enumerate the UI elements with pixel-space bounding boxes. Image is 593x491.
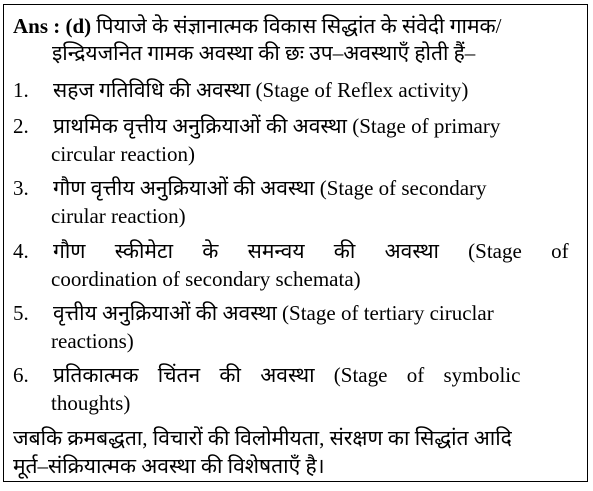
answer-label: Ans : (d) — [13, 14, 92, 38]
list-item-text: गौण वृत्तीय अनुक्रियाओं की अवस्था (Stage of secondary — [53, 176, 487, 200]
list-item-text: coordination of secondary schemata) — [51, 267, 361, 291]
list-item-number: 1. — [13, 78, 29, 102]
answer-box — [3, 4, 588, 482]
conclusion-line-2 — [13, 451, 579, 481]
list-item-number: 6. — [13, 363, 29, 387]
list-item — [13, 298, 579, 328]
list-item-continuation — [51, 201, 579, 231]
list-item-text: reactions) — [51, 329, 134, 353]
answer-intro-text-1: पियाजे के संज्ञानात्मक विकास सिद्धांत के संवेदी गामक/ — [96, 14, 502, 38]
list-item — [13, 75, 579, 105]
list-item-text: cirular reaction) — [51, 204, 186, 228]
list-item-continuation — [51, 326, 579, 356]
list-item-text: गौण स्कीमेटा के समन्वय की अवस्था (Stage of — [53, 239, 569, 263]
list-item-continuation — [51, 264, 579, 294]
conclusion-text-1: जबकि क्रमबद्धता, विचारों की विलोमीयता, संरक्षण का सिद्धांत आदि — [13, 426, 512, 450]
list-item — [13, 236, 579, 266]
list-item — [13, 360, 579, 390]
list-item-continuation — [51, 388, 579, 418]
answer-intro-line-2 — [52, 38, 579, 68]
list-item-number: 4. — [13, 239, 29, 263]
list-item-text: सहज गतिविधि की अवस्था (Stage of Reflex activity) — [53, 78, 469, 102]
list-item — [13, 173, 579, 203]
list-item-number: 3. — [13, 176, 29, 200]
list-item-number: 2. — [13, 114, 29, 138]
answer-intro-text-2: इन्द्रियजनित गामक अवस्था की छः उप–अवस्थाएँ होती हैं– — [52, 41, 476, 65]
list-item — [13, 111, 579, 141]
list-item-number: 5. — [13, 301, 29, 325]
list-item-text: thoughts) — [51, 391, 131, 415]
list-item-text: circular reaction) — [51, 142, 195, 166]
conclusion-line-1 — [13, 423, 579, 453]
list-item-text: वृत्तीय अनुक्रियाओं की अवस्था (Stage of tertiary ciruclar — [53, 301, 494, 325]
answer-intro-line-1 — [13, 11, 579, 41]
list-item-text: प्रतिकात्मक चिंतन की अवस्था (Stage of symbolic — [53, 363, 521, 387]
list-item-continuation — [51, 139, 579, 169]
conclusion-text-2: मूर्त–संक्रियात्मक अवस्था की विशेषताएँ है। — [13, 454, 325, 478]
list-item-text: प्राथमिक वृत्तीय अनुक्रियाओं की अवस्था (Stage of primary — [53, 114, 501, 138]
